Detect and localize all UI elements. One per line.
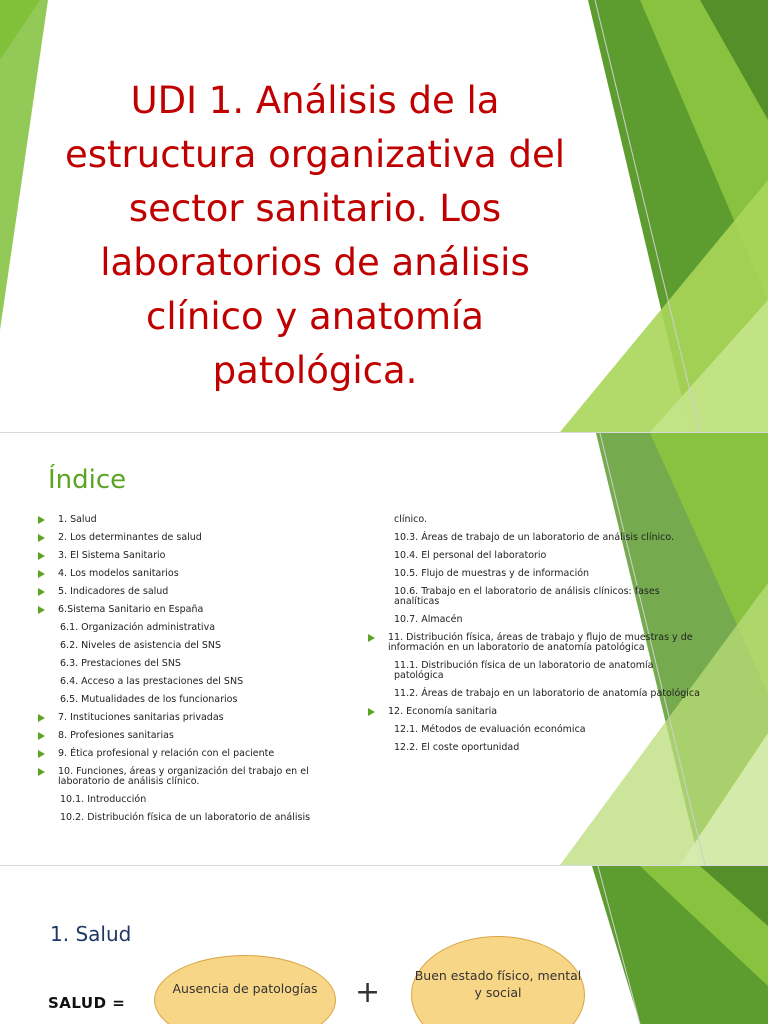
toc-subitem xyxy=(368,533,706,543)
toc-item-text: 10.4. El personal del laboratorio xyxy=(394,550,547,561)
toc-item-text: 10.2. Distribución física de un laboratorio de análisis xyxy=(60,812,311,823)
toc-item-text: 10.7. Almacén xyxy=(394,614,463,625)
toc-item-text: 6.2. Niveles de asistencia del SNS xyxy=(60,640,222,651)
triangle-bullet-icon xyxy=(38,534,45,542)
toc-subitem xyxy=(368,551,706,561)
toc-item-text: 6.4. Acceso a las prestaciones del SNS xyxy=(60,676,244,687)
toc-item-text: 11. Distribución física, áreas de trabajo y flujo de muestras y de información en un laboratorio de anatomía patológica xyxy=(388,632,693,653)
toc-item-text: 6.1. Organización administrativa xyxy=(60,622,216,633)
wellbeing-oval: Buen estado físico, mental y social xyxy=(411,936,585,1024)
toc-item-text: 7. Instituciones sanitarias privadas xyxy=(58,712,224,723)
toc-subitem xyxy=(38,659,358,669)
toc-item-text: 11.2. Áreas de trabajo en un laboratorio de anatomía patológica xyxy=(394,688,700,699)
toc-subitem xyxy=(38,695,358,705)
triangle-bullet-icon xyxy=(38,570,45,578)
toc-item-text: 9. Ética profesional y relación con el paciente xyxy=(58,748,275,759)
toc-item xyxy=(38,551,358,561)
triangle-bullet-icon xyxy=(38,714,45,722)
toc-item xyxy=(38,569,358,579)
toc-item xyxy=(38,767,358,787)
toc-subitem xyxy=(368,743,706,753)
toc-subitem xyxy=(368,725,706,735)
toc-subitem xyxy=(38,813,358,823)
toc-right-column xyxy=(368,515,706,753)
toc-subitem xyxy=(38,641,358,651)
toc-subitem xyxy=(368,689,706,699)
toc-item xyxy=(38,605,358,615)
absence-of-disease-oval: Ausencia de patologías xyxy=(154,955,336,1024)
toc-item-text: 10.1. Introducción xyxy=(60,794,147,805)
toc-item-text: clínico. xyxy=(394,514,428,525)
toc-left-column xyxy=(38,515,358,823)
toc-item-text: 10.6. Trabajo en el laboratorio de análisis clínicos: fases analíticas xyxy=(394,586,660,607)
toc-item-text: 6.Sistema Sanitario en España xyxy=(58,604,204,615)
toc-item-text: 5. Indicadores de salud xyxy=(58,586,169,597)
toc-item-text: 12. Economía sanitaria xyxy=(388,706,498,717)
section-title: 1. Salud xyxy=(50,922,132,946)
toc-item-text: 4. Los modelos sanitarios xyxy=(58,568,179,579)
toc-item xyxy=(38,515,358,525)
triangle-bullet-icon xyxy=(38,768,45,776)
plus-sign: + xyxy=(355,975,381,1010)
toc-subitem xyxy=(368,587,706,607)
toc-item xyxy=(38,587,358,597)
toc-item xyxy=(38,731,358,741)
toc-subitem xyxy=(368,661,706,681)
toc-subitem xyxy=(38,623,358,633)
toc-subitem xyxy=(368,569,706,579)
toc-subitem xyxy=(38,795,358,805)
triangle-bullet-icon xyxy=(38,732,45,740)
triangle-bullet-icon xyxy=(38,606,45,614)
triangle-bullet-icon xyxy=(368,708,375,716)
triangle-bullet-icon xyxy=(38,516,45,524)
toc-item-text: 6.5. Mutualidades de los funcionarios xyxy=(60,694,238,705)
toc-subitem xyxy=(368,615,706,625)
slide-title: UDI 1. Análisis de la estructura organizativa del sector sanitario. Los laboratorios de análisis clínico y anatomía patológica. xyxy=(65,79,565,392)
salud-slide xyxy=(0,866,768,1024)
toc-item xyxy=(368,633,706,653)
toc-item xyxy=(368,707,706,717)
triangle-bullet-icon xyxy=(38,588,45,596)
toc-item-text: 12.2. El coste oportunidad xyxy=(394,742,520,753)
toc-item-text: 11.1. Distribución física de un laboratorio de anatomía patológica xyxy=(394,660,654,681)
toc-item xyxy=(38,713,358,723)
toc-item-text: 8. Profesiones sanitarias xyxy=(58,730,174,741)
triangle-bullet-icon xyxy=(368,634,375,642)
triangle-bullet-icon xyxy=(38,552,45,560)
toc-item xyxy=(38,533,358,543)
toc-item-text: 6.3. Prestaciones del SNS xyxy=(60,658,181,669)
toc-item-text: 1. Salud xyxy=(58,514,97,525)
toc-item-text: 10. Funciones, áreas y organización del trabajo en el laboratorio de análisis clínico. xyxy=(58,766,309,787)
equation-label: SALUD = xyxy=(48,994,126,1012)
index-slide xyxy=(0,433,768,865)
toc-item-text: 10.3. Áreas de trabajo de un laboratorio de análisis clínico. xyxy=(394,532,675,543)
toc-item-text: 12.1. Métodos de evaluación económica xyxy=(394,724,586,735)
title-slide xyxy=(0,0,768,432)
toc-subitem xyxy=(368,515,706,525)
toc-item-text: 10.5. Flujo de muestras y de información xyxy=(394,568,590,579)
toc-item xyxy=(38,749,358,759)
toc-subitem xyxy=(38,677,358,687)
toc-item-text: 2. Los determinantes de salud xyxy=(58,532,202,543)
toc-item-text: 3. El Sistema Sanitario xyxy=(58,550,166,561)
index-heading: Índice xyxy=(48,465,127,495)
triangle-bullet-icon xyxy=(38,750,45,758)
